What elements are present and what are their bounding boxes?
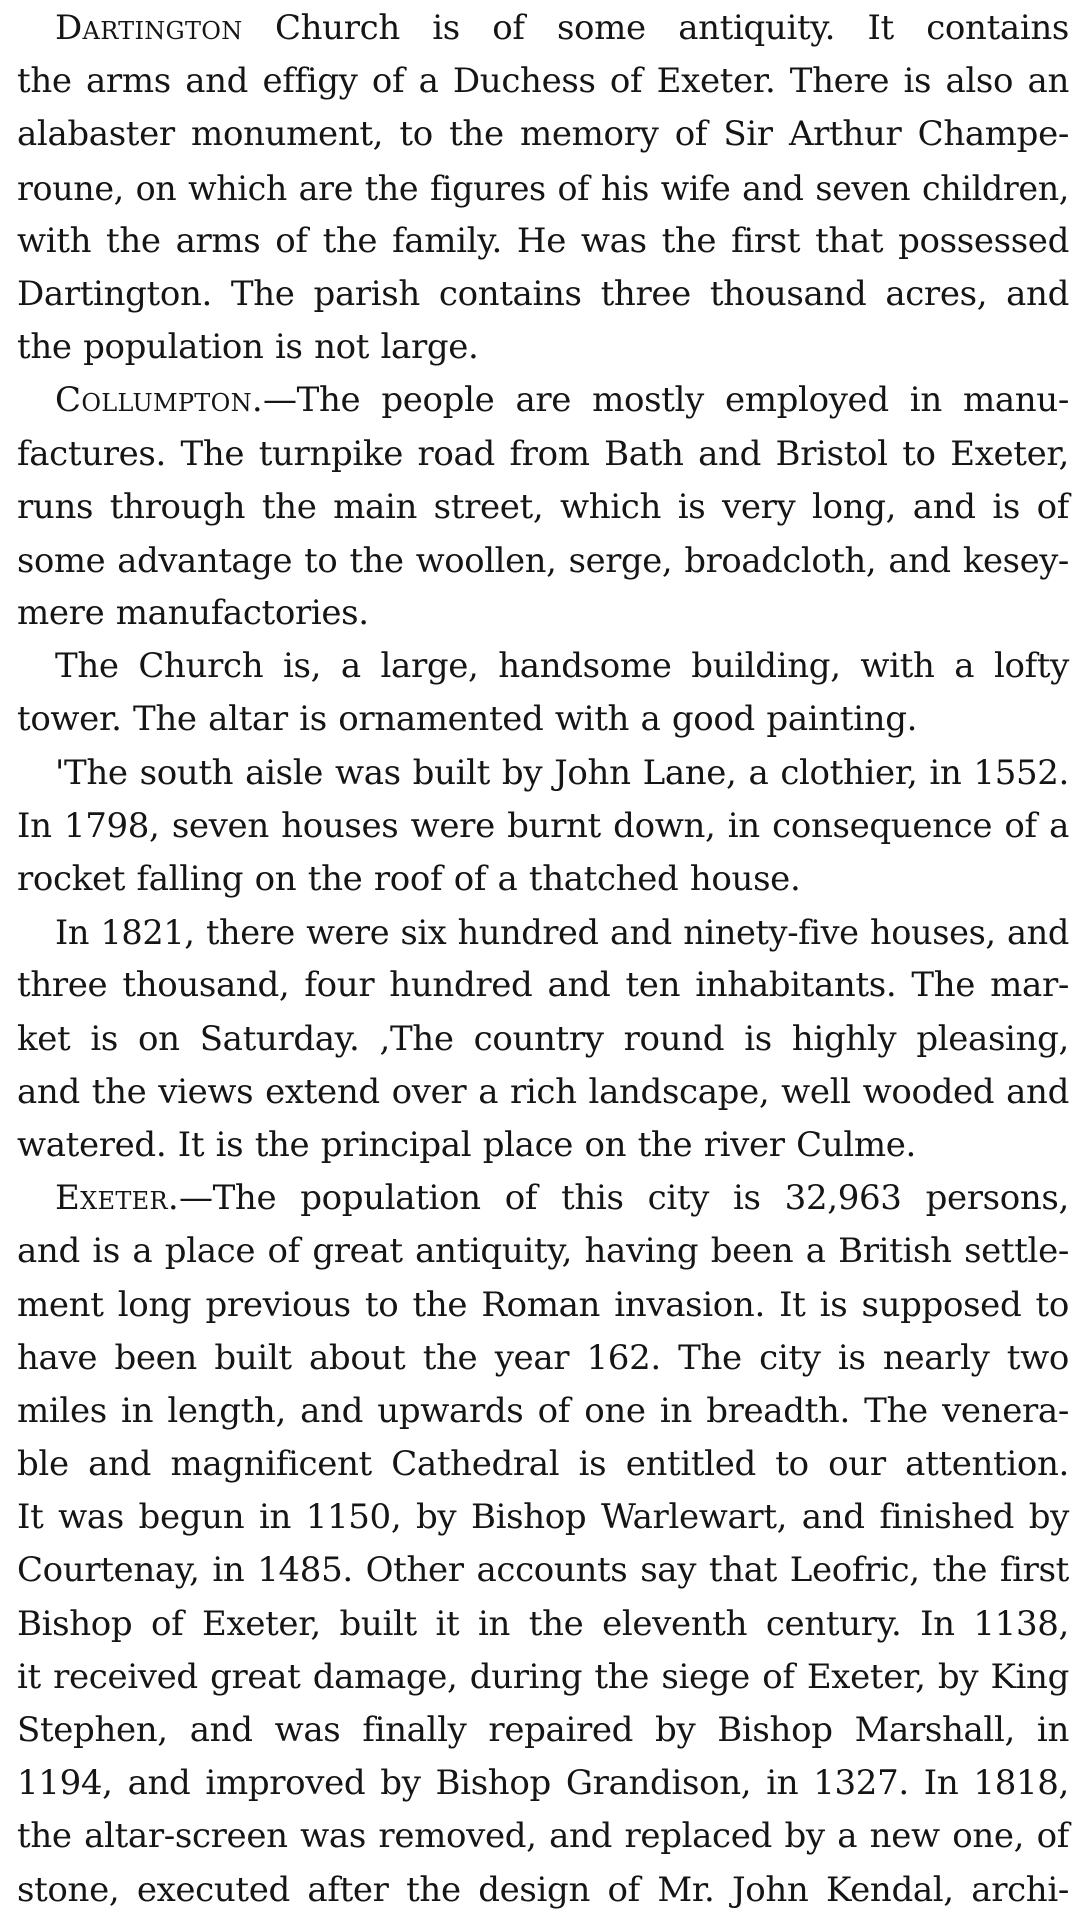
text-line: factures. The turnpike road from Bath and Bristol to Exeter, <box>17 433 1069 474</box>
text-line: ment long previous to the Roman invasion. It is supposed to <box>17 1284 1069 1325</box>
text-line: runs through the main street, which is very long, and is of <box>17 486 1069 527</box>
text-line: It was begun in 1150, by Bishop Warlewart, and finished by <box>17 1497 1069 1538</box>
text-line: and is a place of great antiquity, having been a British settle- <box>17 1231 1069 1272</box>
section-heading-collumpton: Collumpton. <box>55 380 263 421</box>
text-line: tower. The altar is ornamented with a good painting. <box>17 699 918 740</box>
text-line: 'The south aisle was built by John Lane, a clothier, in 1552. <box>55 752 1069 793</box>
paragraph-church <box>17 640 1069 746</box>
text-line: The Church is, a large, handsome building, with a lofty <box>55 646 1069 687</box>
paragraph-exeter <box>17 1172 1069 1917</box>
text-line: Dartington. The parish contains three thousand acres, and <box>17 273 1069 314</box>
text-line: and the views extend over a rich landscape, well wooded and <box>17 1071 1069 1112</box>
text-line: Dartington Church is of some antiquity. It contains <box>55 8 1069 48</box>
text-line: Stephen, and was finally repaired by Bishop Marshall, in <box>17 1710 1069 1750</box>
paragraph-dartington <box>17 2 1069 374</box>
text-line: miles in length, and upwards of one in breadth. The venera- <box>17 1390 1069 1431</box>
text-line: Exeter.—The population of this city is 32,963 persons, <box>55 1178 1069 1219</box>
text-line: Collumpton.—The people are mostly employed in manu- <box>55 380 1069 421</box>
text-line: ket is on Saturday. ,The country round is highly pleasing, <box>17 1018 1069 1059</box>
text-line: some advantage to the woollen, serge, broadcloth, and kesey- <box>17 540 1069 580</box>
text-line: mere manufactories. <box>17 593 369 634</box>
text-line: the population is not large. <box>17 327 479 368</box>
text-line: with the arms of the family. He was the first that possessed <box>17 220 1069 261</box>
text-line: stone, executed after the design of Mr. John Kendal, archi- <box>17 1869 1069 1910</box>
text-line: alabaster monument, to the memory of Sir Arthur Champe- <box>17 114 1069 155</box>
section-heading-exeter: Exeter. <box>55 1178 179 1219</box>
text-line: watered. It is the principal place on the river Culme. <box>17 1124 916 1165</box>
paragraph-1821 <box>17 906 1069 1172</box>
paragraph-south-aisle <box>17 747 1069 907</box>
paragraph-collumpton <box>17 374 1069 640</box>
text-line: the arms and effigy of a Duchess of Exeter. There is also an <box>17 61 1069 102</box>
text-line: In 1798, seven houses were burnt down, in consequence of a <box>17 805 1069 846</box>
text-line: three thousand, four hundred and ten inhabitants. The mar- <box>17 965 1069 1006</box>
text-line: the altar-screen was removed, and replaced by a new one, of <box>17 1816 1069 1857</box>
text-line: 1194, and improved by Bishop Grandison, in 1327. In 1818, <box>17 1763 1069 1804</box>
section-heading-dartington: Dartington <box>55 8 243 48</box>
text-line: Bishop of Exeter, built it in the eleventh century. In 1138, <box>17 1603 1069 1644</box>
text-line: Courtenay, in 1485. Other accounts say that Leofric, the first <box>17 1550 1069 1591</box>
text-line: rocket falling on the roof of a thatched house. <box>17 859 801 899</box>
text-line: ble and magnificent Cathedral is entitled to our attention. <box>17 1444 1069 1485</box>
text-line: roune, on which are the figures of his wife and seven children, <box>17 168 1069 208</box>
text-line: it received great damage, during the siege of Exeter, by King <box>17 1656 1069 1697</box>
text-line: In 1821, there were six hundred and ninety-five houses, and <box>55 913 1069 953</box>
text-line: have been built about the year 162. The city is nearly two <box>17 1337 1069 1378</box>
